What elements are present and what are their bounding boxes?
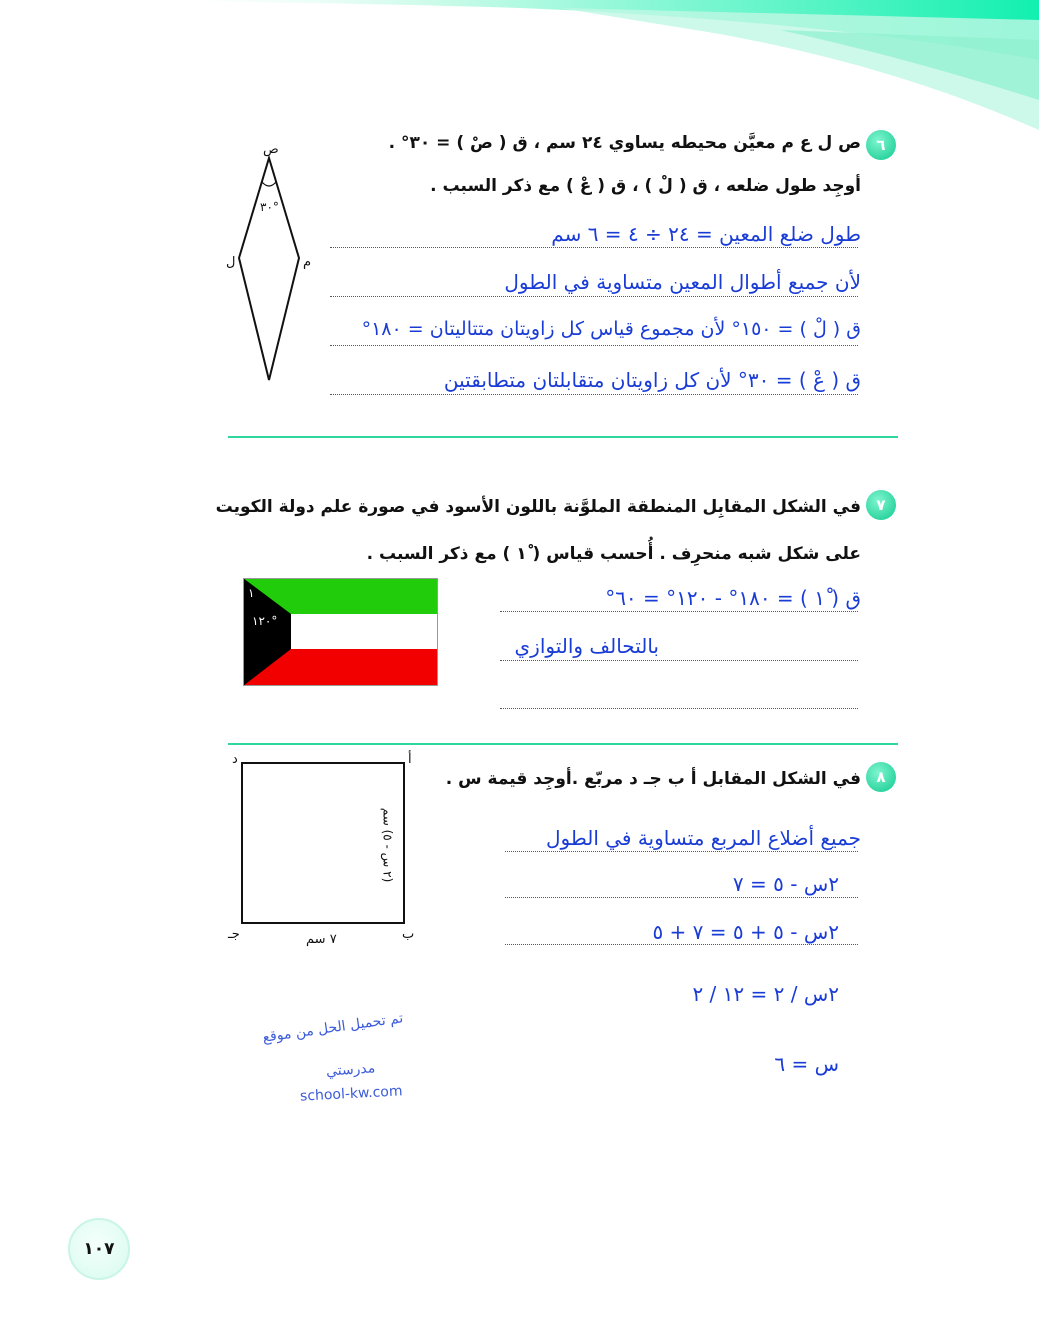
kuwait-flag-figure [243, 578, 438, 686]
q6-handwritten-answer-2: لأن جميع أطوال المعين متساوية في الطول [504, 270, 861, 294]
q8-answer-line-3 [505, 944, 858, 945]
q6-statement-line2: أوجِد طول ضلعه ، ق ( لْ ) ، ق ( عْ ) مع ذكر السبب . [430, 176, 861, 196]
q6-answer-line-2 [330, 296, 858, 297]
q6-handwritten-answer-3: ق ( لْ ) = ١٥٠° لأن مجموع قياس كل زاويتان متتاليتان = ١٨٠° [361, 318, 861, 340]
q8-handwritten-answer-4: ٢س / ٢ = ١٢ / ٢ [692, 982, 839, 1006]
rhombus-label-m: م [303, 255, 312, 270]
q7-answer-line-3 [500, 708, 858, 709]
square-label-j: جـ [228, 927, 240, 942]
square-label-a: أ [408, 752, 412, 767]
square-side-length: (٢ س - ٥) سم [380, 807, 395, 883]
q8-answer-line-1 [505, 851, 858, 852]
page-number-badge [68, 1218, 130, 1280]
q8-handwritten-answer-5: س = ٦ [774, 1052, 839, 1076]
q7-handwritten-answer-2: بالتحالف والتوازي [514, 634, 659, 658]
credit-line-3: school-kw.com [299, 1083, 403, 1105]
q7-handwritten-answer-1: ق ( ١ْ ) = ١٨٠° - ١٢٠° = ٦٠° [605, 586, 861, 610]
q6-handwritten-answer-4: ق ( عْ ) = ٣٠° لأن كل زاويتان متقابلتان متطابقتين [443, 368, 861, 392]
q6-answer-line-4 [330, 394, 858, 395]
q8-statement: في الشكل المقابل أ ب جـ د مربّع .أوجِد قيمة س . [445, 769, 861, 789]
rhombus-angle-label: ٣٠° [260, 200, 279, 214]
square-label-b: ب [402, 927, 415, 942]
rhombus-label-s: ص [263, 142, 279, 157]
q7-statement-line1: في الشكل المقابِل المنطقة الملوَّنة باللون الأسود في صورة علم دولة الكويت [215, 497, 861, 517]
q8-handwritten-answer-1: جميع أضلاع المربع متساوية في الطول [545, 826, 861, 850]
flag-angle-120-label: ١٢٠° [252, 614, 278, 628]
q7-answer-line-1 [500, 611, 858, 612]
q8-handwritten-answer-2: ٢س - ٥ = ٧ [732, 872, 839, 896]
section-divider [228, 436, 898, 438]
question-number-8: ٨ [866, 762, 896, 792]
section-divider [228, 743, 898, 745]
q6-handwritten-answer-1: طول ضلع المعين = ٢٤ ÷ ٤ = ٦ سم [551, 222, 861, 246]
q8-handwritten-answer-3: ٢س - ٥ + ٥ = ٧ + ٥ [652, 920, 839, 944]
q7-statement-line2: على شكل شبه منحرِف . أُحسب قياس ( ١ْ ) مع ذكر السبب . [366, 544, 861, 564]
square-bottom-length: ٧ سم [306, 932, 337, 947]
q6-statement-line1: ص ل ع م معيَّن محيطه يساوي ٢٤ سم ، ق ( صْ ) = ٣٠° . [388, 133, 861, 153]
credit-line-2: مدرستي [325, 1060, 376, 1080]
question-number-6: ٦ [866, 130, 896, 160]
square-label-d: د [232, 752, 238, 767]
question-number-7: ٧ [866, 490, 896, 520]
q8-answer-line-2 [505, 897, 858, 898]
rhombus-label-l: ل [226, 255, 236, 270]
credit-line-1: تم تحميل الحل من موقع [261, 1010, 405, 1046]
q6-answer-line-3 [330, 345, 858, 346]
flag-angle-1-label: ١ [248, 586, 255, 600]
top-banner-decoration [0, 0, 1039, 140]
page-number: ١٠٧ [83, 1239, 115, 1259]
q6-answer-line-1 [330, 247, 858, 248]
q7-answer-line-2 [500, 660, 858, 661]
